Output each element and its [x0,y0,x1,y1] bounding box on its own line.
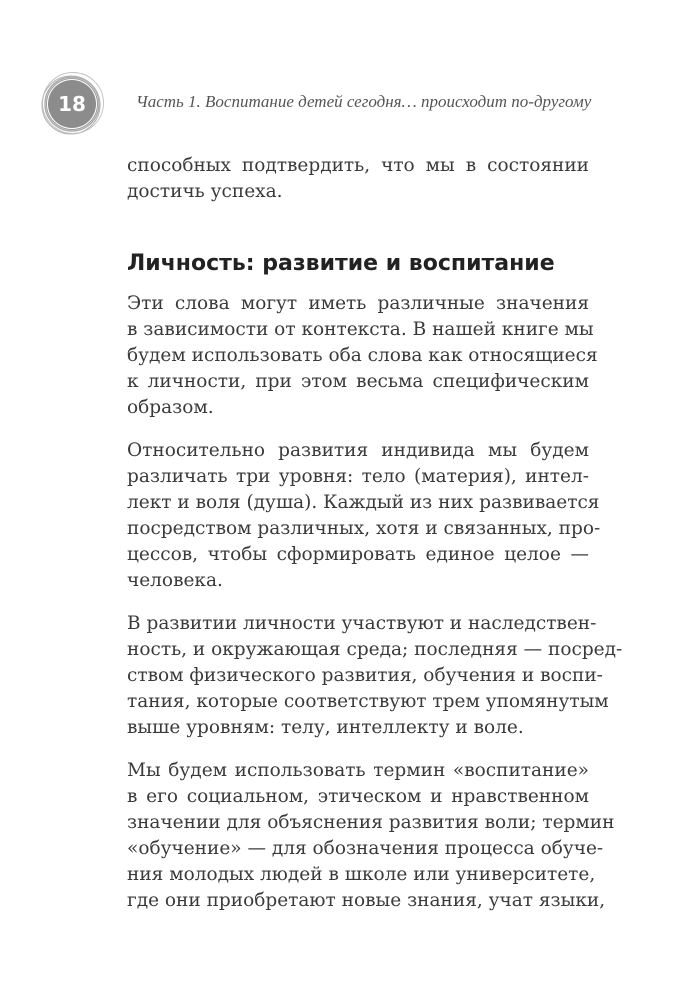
text-line: в его социальном, этическом и нравственном [127,786,589,807]
text-line: будем использовать оба слова как относящиеся [127,345,598,366]
text-line: человека. [127,570,223,591]
text-line: лект и воля (душа). Каждый из них развивается [127,492,600,513]
paragraph [127,611,623,741]
text-line: В развитии личности участвуют и наследствен- [127,613,597,634]
paragraph [127,291,598,421]
text-line: где они приобретают новые знания, учат языки, [127,890,606,911]
page-number-badge [40,72,104,136]
text-line: Мы будем использовать термин «воспитание» [127,760,589,781]
text-line: способных подтвердить, что мы в состоянии [127,155,589,176]
page-body [127,153,623,931]
text-line: Относительно развития индивида мы будем [127,440,589,461]
text-line: образом. [127,397,214,418]
running-head: Часть 1. Воспитание детей сегодня… происходит по-другому [136,92,592,111]
text-line: цессов, чтобы сформировать единое целое — [127,544,589,565]
text-line: посредством различных, хотя и связанных, про- [127,518,601,539]
text-line: ния молодых людей в школе или университете, [127,864,596,885]
text-line: Эти слова могут иметь различные значения [127,293,589,314]
text-line: ность, и окружающая среда; последняя — посред- [127,639,623,660]
page-number: 18 [58,92,86,116]
text-line: достичь успеха. [127,181,283,202]
text-line: в зависимости от контекста. В нашей книге мы [127,319,594,340]
text-line: «обучение» — для обозначения процесса обуче- [127,838,604,859]
section-heading: Личность: развитие и воспитание [127,251,555,276]
text-line: выше уровням: телу, интеллекту и воле. [127,717,524,738]
page-header [40,72,640,142]
text-line: к личности, при этом весьма специфическим [127,371,589,392]
text-line: значении для объяснения развития воли; термин [127,812,615,833]
paragraph [127,758,615,914]
text-line: различать три уровня: тело (материя), интел- [127,466,589,487]
text-line: тания, которые соответствуют трем упомянутым [127,691,609,712]
text-line: ством физического развития, обучения и воспи- [127,665,603,686]
paragraph [127,438,601,594]
intro-paragraph [127,153,589,205]
